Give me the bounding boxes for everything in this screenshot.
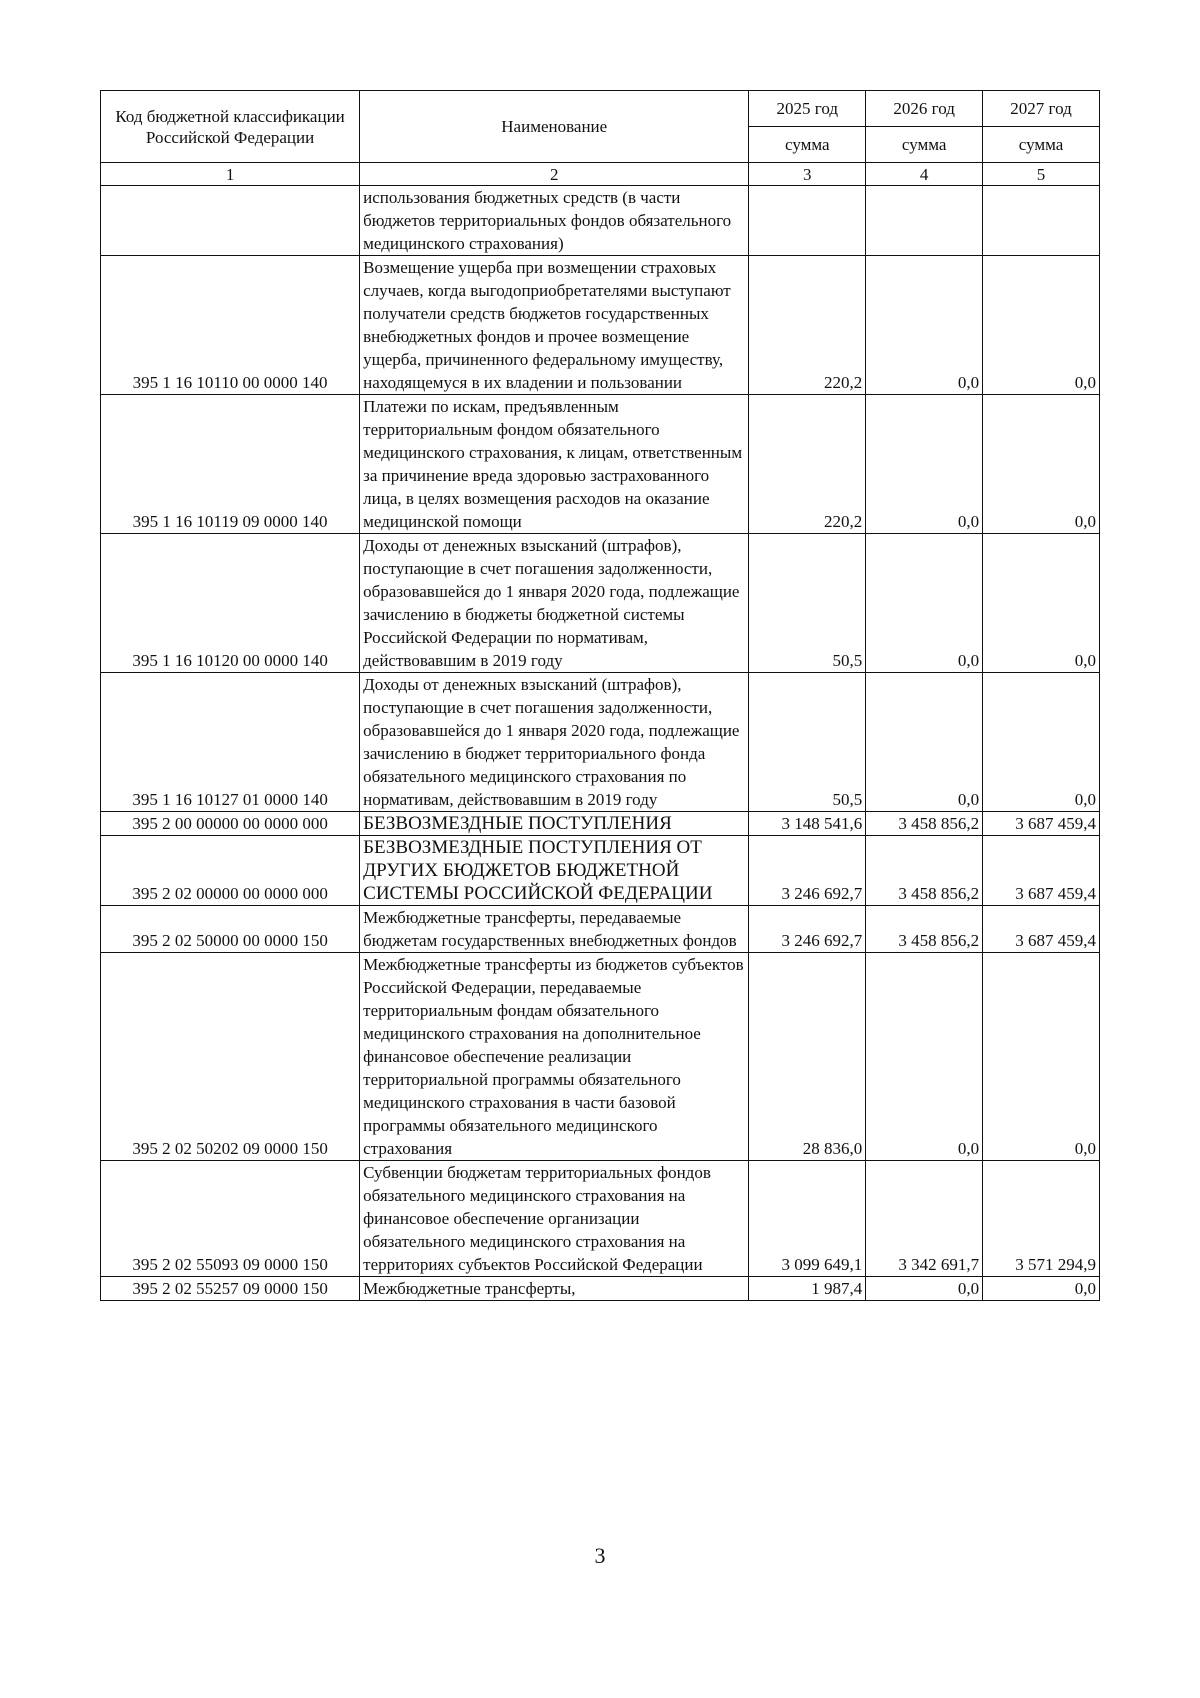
- column-number: 2: [360, 163, 749, 186]
- sum-2027-cell: 0,0: [983, 1277, 1100, 1301]
- header-year-2025: 2025 год: [749, 91, 866, 127]
- header-year-2027: 2027 год: [983, 91, 1100, 127]
- column-number: 5: [983, 163, 1100, 186]
- name-cell: Платежи по искам, предъявленным территориальным фондом обязательного медицинского страхования, к лицам, ответственным за причинение вреда здоровью застрахованного лица, в целях возмещения расходов на оказание медицинской помощи: [360, 395, 749, 534]
- sum-2025-cell: 50,5: [749, 673, 866, 812]
- column-number: 4: [866, 163, 983, 186]
- name-cell: Межбюджетные трансферты,: [360, 1277, 749, 1301]
- sum-2025-cell: 220,2: [749, 395, 866, 534]
- sum-2026-cell: 0,0: [866, 1277, 983, 1301]
- sum-2027-cell: 0,0: [983, 534, 1100, 673]
- code-cell: 395 1 16 10127 01 0000 140: [101, 673, 360, 812]
- sum-2026-cell: 3 458 856,2: [866, 836, 983, 906]
- header-year-2026: 2026 год: [866, 91, 983, 127]
- sum-2026-cell: 0,0: [866, 395, 983, 534]
- sum-2027-cell: 0,0: [983, 953, 1100, 1161]
- code-cell: 395 2 02 50000 00 0000 150: [101, 906, 360, 953]
- sum-2026-cell: [866, 186, 983, 256]
- table-row: [101, 395, 1100, 534]
- table-row: [101, 256, 1100, 395]
- sum-2025-cell: 220,2: [749, 256, 866, 395]
- column-number: 3: [749, 163, 866, 186]
- code-cell: 395 2 02 55093 09 0000 150: [101, 1161, 360, 1277]
- sum-2027-cell: 3 687 459,4: [983, 836, 1100, 906]
- sum-2026-cell: 0,0: [866, 256, 983, 395]
- code-cell: 395 1 16 10110 00 0000 140: [101, 256, 360, 395]
- table-row: [101, 906, 1100, 953]
- name-cell: Доходы от денежных взысканий (штрафов), поступающие в счет погашения задолженности, образовавшейся до 1 января 2020 года, подлежащие зачислению в бюджеты бюджетной системы Российской Федерации по нормативам, действовавшим в 2019 году: [360, 534, 749, 673]
- name-cell: использования бюджетных средств (в части бюджетов территориальных фондов обязательного медицинского страхования): [360, 186, 749, 256]
- table-row: [101, 534, 1100, 673]
- table-row: [101, 836, 1100, 906]
- code-cell: 395 1 16 10120 00 0000 140: [101, 534, 360, 673]
- code-cell: 395 2 00 00000 00 0000 000: [101, 812, 360, 836]
- sum-2027-cell: [983, 186, 1100, 256]
- document-page: [100, 90, 1100, 1301]
- table-row: [101, 812, 1100, 836]
- sum-2027-cell: 3 687 459,4: [983, 812, 1100, 836]
- header-sum-2025: сумма: [749, 127, 866, 163]
- name-cell: БЕЗВОЗМЕЗДНЫЕ ПОСТУПЛЕНИЯ ОТ ДРУГИХ БЮДЖЕТОВ БЮДЖЕТНОЙ СИСТЕМЫ РОССИЙСКОЙ ФЕДЕРАЦИИ: [360, 836, 749, 906]
- code-cell: 395 1 16 10119 09 0000 140: [101, 395, 360, 534]
- sum-2026-cell: 0,0: [866, 953, 983, 1161]
- header-name-column: Наименование: [360, 91, 749, 163]
- sum-2026-cell: 3 342 691,7: [866, 1161, 983, 1277]
- code-cell: [101, 186, 360, 256]
- code-cell: 395 2 02 50202 09 0000 150: [101, 953, 360, 1161]
- column-number: 1: [101, 163, 360, 186]
- sum-2027-cell: 0,0: [983, 395, 1100, 534]
- sum-2025-cell: 1 987,4: [749, 1277, 866, 1301]
- table-row: [101, 673, 1100, 812]
- header-sum-2027: сумма: [983, 127, 1100, 163]
- sum-2025-cell: 3 246 692,7: [749, 906, 866, 953]
- sum-2027-cell: 3 571 294,9: [983, 1161, 1100, 1277]
- sum-2027-cell: 0,0: [983, 256, 1100, 395]
- sum-2025-cell: 3 099 649,1: [749, 1161, 866, 1277]
- name-cell: Межбюджетные трансферты, передаваемые бюджетам государственных внебюджетных фондов: [360, 906, 749, 953]
- sum-2026-cell: 3 458 856,2: [866, 812, 983, 836]
- table-row: [101, 953, 1100, 1161]
- header-sum-2026: сумма: [866, 127, 983, 163]
- name-cell: Субвенции бюджетам территориальных фондов обязательного медицинского страхования на финансовое обеспечение организации обязательного медицинского страхования на территориях субъектов Российской Федерации: [360, 1161, 749, 1277]
- code-cell: 395 2 02 00000 00 0000 000: [101, 836, 360, 906]
- header-code-column: Код бюджетной классификации Российской Федерации: [101, 91, 360, 163]
- sum-2026-cell: 0,0: [866, 673, 983, 812]
- page-number: 3: [594, 1543, 606, 1568]
- name-cell: Межбюджетные трансферты из бюджетов субъектов Российской Федерации, передаваемые территориальным фондам обязательного медицинского страхования на дополнительное финансовое обеспечение реализации территориальной программы обязательного медицинского страхования в части базовой программы обязательного медицинского страхования: [360, 953, 749, 1161]
- sum-2025-cell: 3 148 541,6: [749, 812, 866, 836]
- name-cell: БЕЗВОЗМЕЗДНЫЕ ПОСТУПЛЕНИЯ: [360, 812, 749, 836]
- code-cell: 395 2 02 55257 09 0000 150: [101, 1277, 360, 1301]
- sum-2027-cell: 0,0: [983, 673, 1100, 812]
- sum-2026-cell: 3 458 856,2: [866, 906, 983, 953]
- name-cell: Доходы от денежных взысканий (штрафов), поступающие в счет погашения задолженности, образовавшейся до 1 января 2020 года, подлежащие зачислению в бюджет территориального фонда обязательного медицинского страхования по нормативам, действовавшим в 2019 году: [360, 673, 749, 812]
- table-row: [101, 1277, 1100, 1301]
- sum-2025-cell: [749, 186, 866, 256]
- name-cell: Возмещение ущерба при возмещении страховых случаев, когда выгодоприобретателями выступают получатели средств бюджетов государственных внебюджетных фондов и прочее возмещение ущерба, причиненного федеральному имуществу, находящемуся в их владении и пользовании: [360, 256, 749, 395]
- table-row: [101, 186, 1100, 256]
- sum-2026-cell: 0,0: [866, 534, 983, 673]
- table-body: [101, 186, 1100, 1301]
- sum-2025-cell: 3 246 692,7: [749, 836, 866, 906]
- sum-2027-cell: 3 687 459,4: [983, 906, 1100, 953]
- sum-2025-cell: 28 836,0: [749, 953, 866, 1161]
- budget-table: [100, 90, 1100, 1301]
- table-row: [101, 1161, 1100, 1277]
- sum-2025-cell: 50,5: [749, 534, 866, 673]
